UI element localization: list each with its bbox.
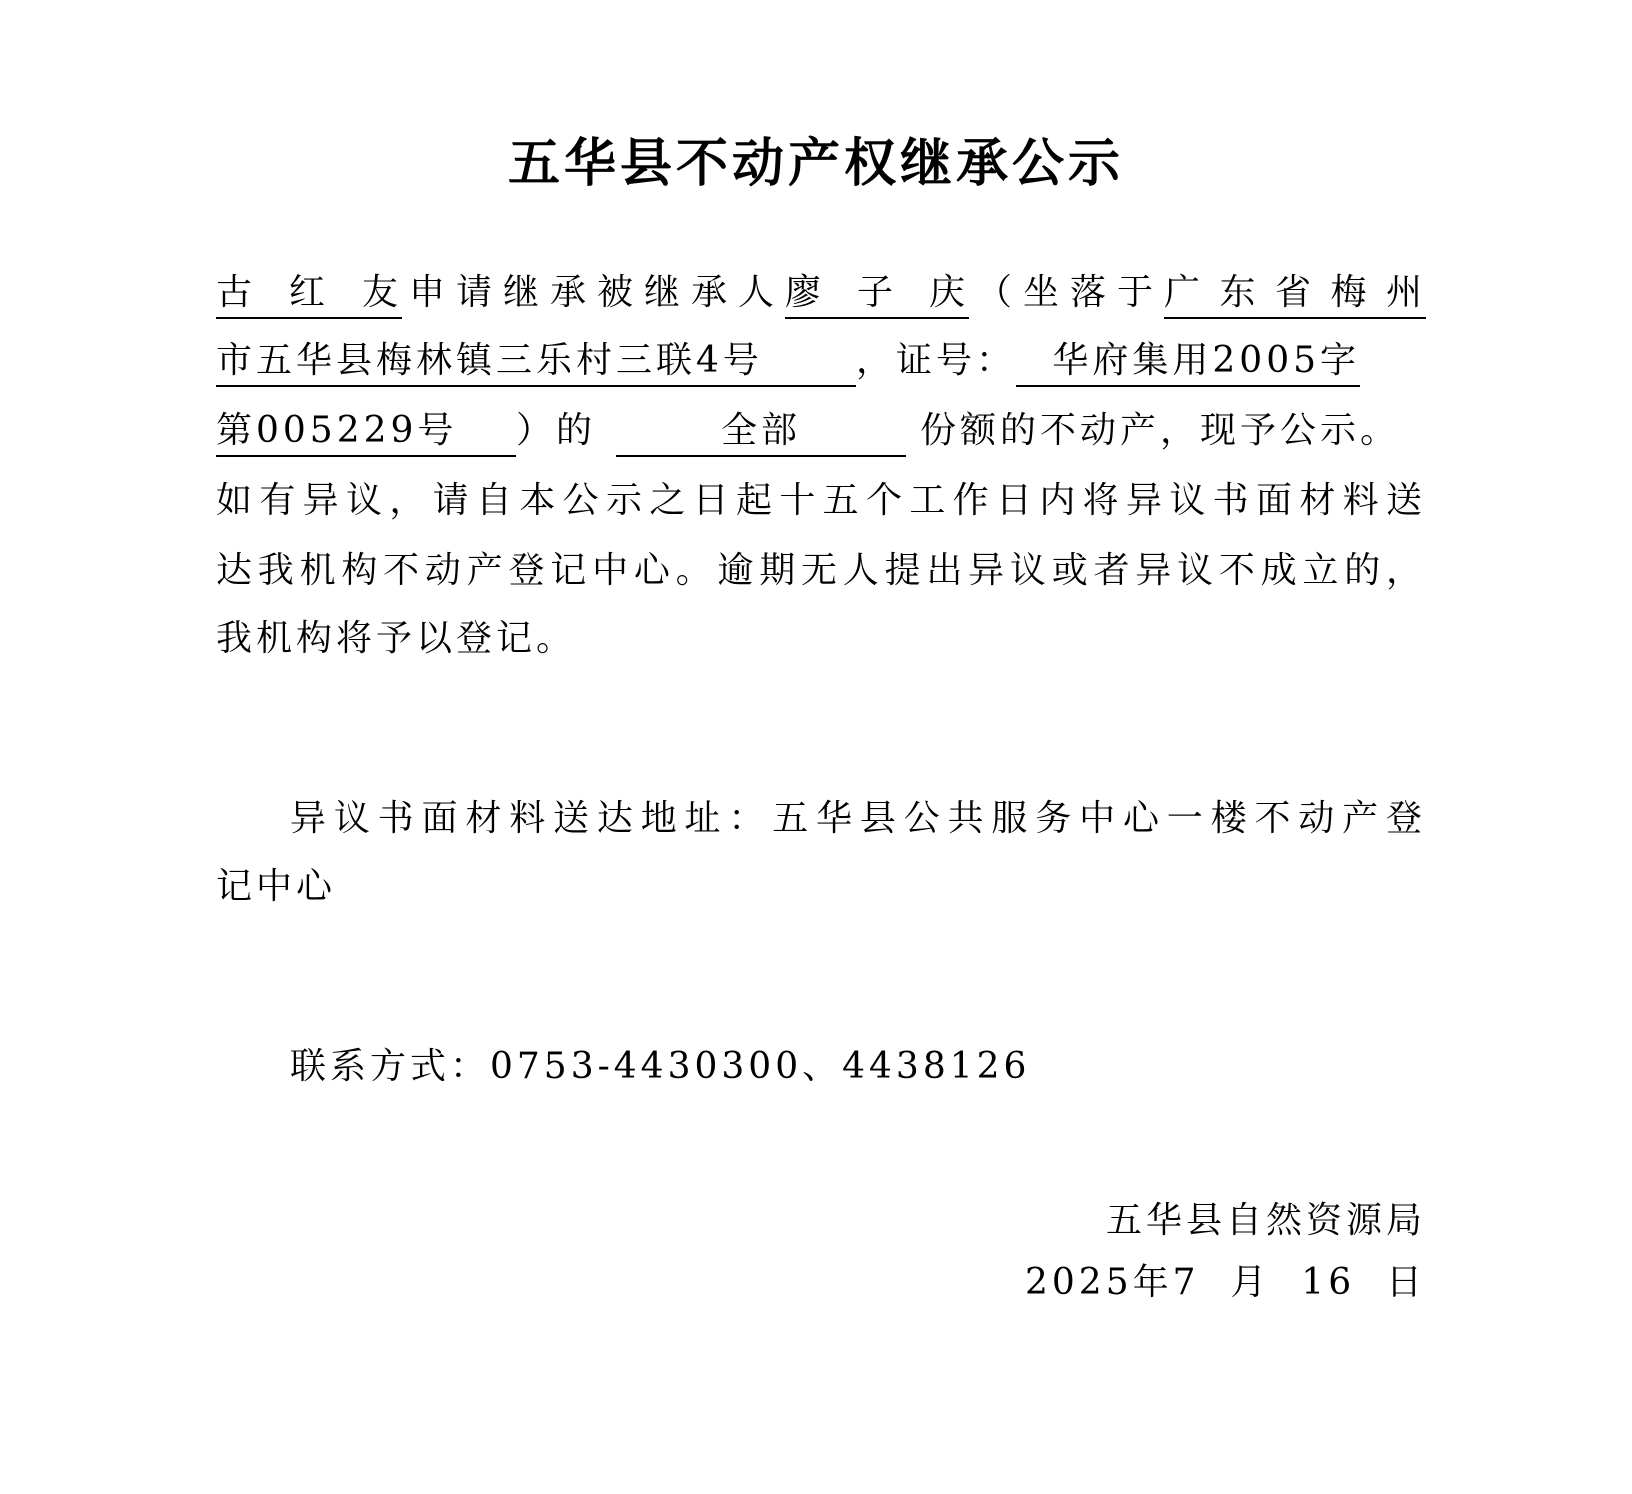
page-title: 五华县不动产权继承公示 — [507, 133, 1124, 194]
applicant-name: 古红友 — [216, 269, 402, 319]
inheritance-share: 全部 — [616, 407, 906, 457]
address-line-2: 记中心 — [216, 866, 337, 907]
text-of: ）的 — [516, 410, 597, 451]
issuing-authority: 五华县自然资源局 — [1105, 1200, 1426, 1241]
issue-date: 2025年7 月 16 日 — [1025, 1262, 1426, 1303]
text-apply: 申请继承被继承人 — [402, 272, 785, 313]
body-line-4: 如有异议，请自本公示之日起十五个工作日内将异议书面材料送 — [216, 480, 1426, 521]
text-cert: ，证号： — [856, 340, 1017, 381]
decedent-name: 廖子庆 — [785, 269, 969, 319]
address-line-1: 异议书面材料送达地址：五华县公共服务中心一楼不动产登 — [290, 798, 1426, 839]
body-line-2 — [216, 336, 1426, 387]
property-location-part2: 市五华县梅林镇三乐村三联4号 — [216, 337, 856, 387]
contact-info: 联系方式：0753-4430300、4438126 — [290, 1046, 1031, 1087]
body-line-6: 我机构将予以登记。 — [216, 618, 577, 659]
property-location-part1: 广东省梅州 — [1164, 269, 1426, 319]
body-line-5: 达我机构不动产登记中心。逾期无人提出异议或者异议不成立的， — [216, 550, 1426, 591]
certificate-number-part2: 第005229号 — [216, 407, 516, 457]
body-line-3 — [216, 406, 1426, 457]
body-line-1 — [216, 268, 1426, 319]
certificate-number-part1: 华府集用2005字 — [1016, 337, 1360, 387]
text-share: 份额的不动产，现予公示。 — [920, 410, 1401, 451]
text-located: （坐落于 — [968, 272, 1164, 313]
